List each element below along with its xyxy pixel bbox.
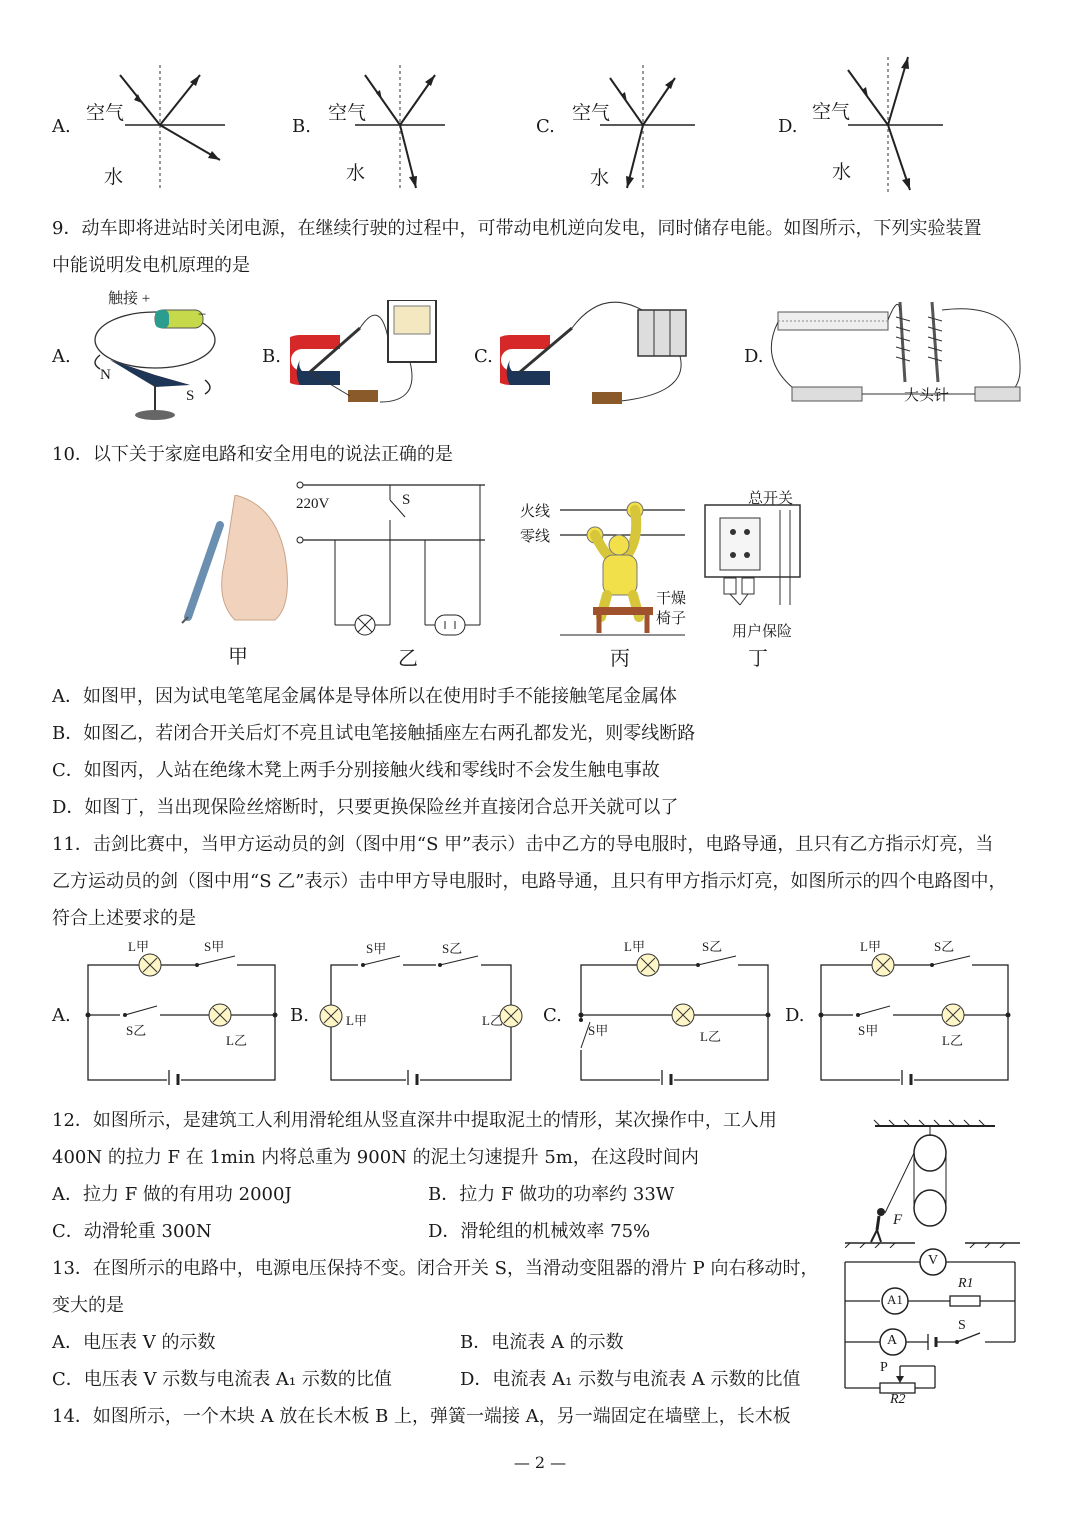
q9-option-a-letter[interactable]: A. [52, 346, 71, 367]
q8-option-d-water-label: 水 [832, 162, 852, 183]
q9-option-b-diagram [290, 300, 470, 415]
q13-option-d[interactable]: D．电流表 A₁ 示数与电流表 A 示数的比值 [460, 1369, 801, 1390]
q8-option-c-air-label: 空气 [572, 103, 611, 124]
q12-force-label: F [893, 1212, 903, 1228]
q11-stem-line-3: 符合上述要求的是 [52, 908, 196, 929]
q11-b-s-jia: S甲 [366, 941, 387, 956]
q11-c-s-jia: S甲 [588, 1023, 609, 1038]
q11-b-l-yi: L乙 [482, 1013, 503, 1028]
q11-b-s-yi: S乙 [442, 941, 463, 956]
q10-caption-jia: 甲 [228, 644, 248, 668]
q8-option-a-air-label: 空气 [86, 103, 125, 124]
q10-stem: 10．以下关于家庭电路和安全用电的说法正确的是 [52, 444, 453, 465]
q12-stem-line-2: 400N 的拉力 F 在 1min 内将总重为 900N 的泥土匀速提升 5m，在这段时间内 [52, 1147, 699, 1168]
q8-option-b-air-label: 空气 [328, 103, 367, 124]
q8-option-b-letter[interactable]: B. [292, 116, 311, 137]
page-number: — 2 — [513, 1453, 567, 1472]
q11-stem-line-1: 11．击剑比赛中，当甲方运动员的剑（图中用“S 甲”表示）击中乙方的导电服时，电路导通，且只有乙方指示灯亮，当 [52, 834, 994, 855]
q8-option-c-diagram [565, 60, 725, 195]
q13-option-b[interactable]: B．电流表 A 的示数 [460, 1332, 624, 1353]
q9-option-b-letter[interactable]: B. [262, 346, 281, 367]
q10-voltage-label: 220V [296, 496, 330, 512]
q9-option-d-letter[interactable]: D. [744, 346, 764, 367]
q9-option-a-diagram [80, 285, 230, 425]
q10-user-fuse-label: 用户保险 [732, 624, 793, 640]
q11-a-s-yi: S乙 [126, 1023, 147, 1038]
q8-option-a-letter[interactable]: A. [52, 116, 71, 137]
q13-s-label: S [958, 1318, 966, 1333]
q11-d-l-yi: L乙 [942, 1033, 963, 1048]
q10-neutral-label: 零线 [520, 529, 551, 545]
q9-a-touch-label: 触接 + [108, 291, 151, 307]
q10-option-a[interactable]: A．如图甲，因为试电笔笔尾金属体是导体所以在使用时手不能接触笔尾金属体 [52, 686, 677, 707]
q12-option-b[interactable]: B．拉力 F 做功的功率约 33W [428, 1184, 675, 1205]
q10-switch-label: S [402, 492, 411, 508]
q11-d-l-jia: L甲 [860, 939, 881, 954]
q11-a-s-jia: S甲 [204, 939, 225, 954]
q8-option-c-water-label: 水 [590, 168, 610, 189]
q9-d-pin-label: 大头针 [904, 388, 950, 404]
q11-b-l-jia: L甲 [346, 1013, 367, 1028]
q10-caption-bing: 丙 [610, 646, 630, 670]
q13-p-label: P [880, 1360, 888, 1375]
q11-c-l-yi: L乙 [700, 1029, 721, 1044]
q12-pulley-diagram [845, 1118, 1025, 1248]
q10-option-d[interactable]: D．如图丁，当出现保险丝熔断时，只要更换保险丝并直接闭合总开关就可以了 [52, 797, 679, 818]
q8-option-a-water-label: 水 [104, 167, 124, 188]
q11-option-d-circuit [818, 950, 1013, 1085]
q10-fig-jia-test-pen [180, 495, 295, 625]
q8-option-d-letter[interactable]: D. [778, 116, 798, 137]
q11-d-s-yi: S乙 [934, 939, 955, 954]
q9-stem-line-1: 9．动车即将进站时关闭电源，在继续行驶的过程中，可带动电机逆向发电，同时储存电能。如图所示，下列实验装置 [52, 218, 982, 239]
q11-c-s-yi: S乙 [702, 939, 723, 954]
q12-option-c[interactable]: C．动滑轮重 300N [52, 1221, 212, 1242]
q13-r1-label: R1 [958, 1276, 974, 1291]
q11-d-s-jia: S甲 [858, 1023, 879, 1038]
q8-option-d-air-label: 空气 [812, 102, 851, 123]
q13-a-label: A [887, 1333, 898, 1348]
q12-option-d[interactable]: D．滑轮组的机械效率 75% [428, 1221, 651, 1242]
q10-live-label: 火线 [520, 504, 551, 520]
q10-option-c[interactable]: C．如图丙，人站在绝缘木凳上两手分别接触火线和零线时不会发生触电事故 [52, 760, 660, 781]
q10-caption-ding: 丁 [748, 646, 768, 670]
q11-stem-line-2: 乙方运动员的剑（图中用“S 乙”表示）击中甲方导电服时，电路导通，且只有甲方指示灯亮，如图所示的四个电路图中， [52, 871, 1007, 892]
q13-option-a[interactable]: A．电压表 V 的示数 [52, 1332, 216, 1353]
q10-main-switch-label: 总开关 [748, 491, 794, 507]
q10-option-b[interactable]: B．如图乙，若闭合开关后灯不亮且试电笔接触插座左右两孔都发光，则零线断路 [52, 723, 696, 744]
q14-stem-line-1: 14．如图所示，一个木块 A 放在长木板 B 上，弹簧一端接 A，另一端固定在墙壁上，长木板 [52, 1406, 791, 1427]
q10-fig-ding-fusebox [700, 500, 815, 620]
q13-r2-label: R2 [890, 1392, 906, 1407]
q12-option-a[interactable]: A．拉力 F 做的有用功 2000J [52, 1184, 292, 1205]
q9-a-minus-label: − [198, 307, 207, 323]
q13-a1-label: A1 [887, 1292, 903, 1307]
q9-a-n-label: N [100, 367, 111, 383]
q10-dry-label-2: 椅子 [656, 611, 687, 627]
q13-option-c[interactable]: C．电压表 V 示数与电流表 A₁ 示数的比值 [52, 1369, 392, 1390]
q13-stem-line-2: 变大的是 [52, 1295, 124, 1316]
q11-option-c-circuit [578, 950, 773, 1085]
q10-dry-label-1: 干燥 [656, 591, 687, 607]
q11-c-l-jia: L甲 [624, 939, 645, 954]
q13-circuit-diagram [840, 1245, 1025, 1405]
q11-a-l-yi: L乙 [226, 1033, 247, 1048]
q9-option-d-diagram [770, 292, 1030, 417]
q13-stem-line-1: 13．在图所示的电路中，电源电压保持不变。闭合开关 S，当滑动变阻器的滑片 P 向右移动时， [52, 1258, 819, 1279]
q11-option-a-circuit [85, 950, 280, 1085]
q11-option-d-letter[interactable]: D. [785, 1005, 805, 1026]
q11-option-a-letter[interactable]: A. [52, 1005, 71, 1026]
q11-a-l-jia: L甲 [128, 939, 149, 954]
q8-option-b-water-label: 水 [346, 163, 366, 184]
q12-stem-line-1: 12．如图所示，是建筑工人利用滑轮组从竖直深井中提取泥土的情形，某次操作中，工人用 [52, 1110, 777, 1131]
q11-option-b-letter[interactable]: B. [290, 1005, 309, 1026]
q11-option-c-letter[interactable]: C. [543, 1005, 562, 1026]
q9-option-c-diagram [500, 300, 700, 415]
q8-option-c-letter[interactable]: C. [536, 116, 555, 137]
q8-option-b-diagram [320, 60, 480, 195]
q9-stem-line-2: 中能说明发电机原理的是 [52, 255, 250, 276]
q10-caption-yi: 乙 [398, 646, 418, 670]
q9-option-c-letter[interactable]: C. [474, 346, 493, 367]
q9-a-s-label: S [186, 388, 195, 404]
q13-v-label: V [928, 1253, 939, 1268]
